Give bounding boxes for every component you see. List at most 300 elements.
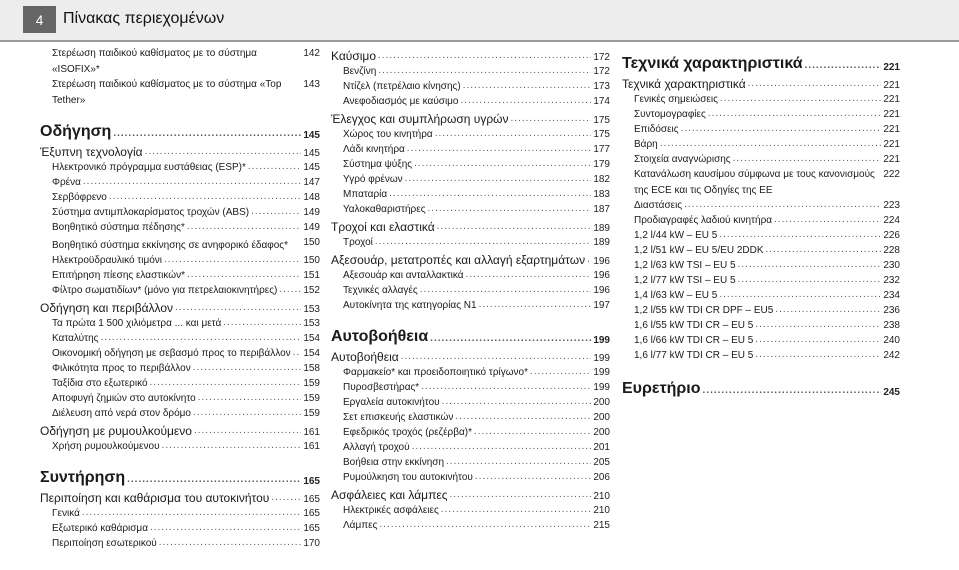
toc-page-number: 149 bbox=[303, 207, 320, 218]
toc-entry[interactable] bbox=[40, 254, 320, 267]
toc-entry[interactable] bbox=[622, 304, 900, 317]
dot-leader bbox=[223, 318, 301, 330]
toc-entry[interactable] bbox=[331, 456, 610, 469]
toc-page-number: 165 bbox=[303, 476, 320, 487]
toc-page-number: 238 bbox=[883, 320, 900, 331]
toc-entry-title: Πυροσβεστήρας* bbox=[343, 382, 420, 393]
toc-entry[interactable] bbox=[331, 504, 610, 517]
toc-entry-title: Επιδόσεις bbox=[634, 124, 679, 135]
dot-leader bbox=[428, 204, 592, 216]
toc-section[interactable] bbox=[331, 488, 610, 502]
toc-entry-title: 1,6 l/55 kW TDI CR – EU 5 bbox=[634, 320, 754, 331]
dot-leader bbox=[193, 408, 301, 420]
dot-leader bbox=[193, 363, 302, 375]
dot-leader bbox=[463, 81, 592, 93]
toc-page-number: 189 bbox=[593, 223, 610, 234]
toc-entry[interactable] bbox=[331, 411, 610, 424]
dot-leader bbox=[719, 230, 881, 242]
toc-entry[interactable] bbox=[622, 289, 900, 302]
toc-entry[interactable] bbox=[331, 366, 610, 379]
toc-entry-title: Διέλευση από νερά στον δρόμο bbox=[52, 408, 191, 419]
toc-section[interactable] bbox=[40, 424, 320, 438]
dot-leader bbox=[401, 352, 592, 364]
toc-page-number: 200 bbox=[593, 427, 610, 438]
toc-entry-title: Σετ επισκευής ελαστικών bbox=[343, 412, 454, 423]
dot-leader bbox=[461, 96, 592, 108]
toc-page-number: 232 bbox=[883, 275, 900, 286]
toc-entry-title: Έξυπνη τεχνολογία bbox=[40, 145, 143, 159]
toc-entry[interactable] bbox=[40, 236, 320, 252]
toc-entry-title: Βάρη bbox=[634, 139, 658, 150]
toc-page-number: 142 bbox=[303, 48, 320, 59]
toc-entry[interactable] bbox=[40, 377, 320, 390]
toc-page-number: 182 bbox=[593, 174, 610, 185]
toc-page-number: 165 bbox=[303, 494, 320, 505]
toc-entry[interactable] bbox=[622, 138, 900, 151]
toc-entry-title: Τεχνικά χαρακτηριστικά bbox=[622, 77, 746, 91]
toc-entry-title: Ταξίδια στο εξωτερικό bbox=[52, 378, 148, 389]
toc-entry-title: Αυτοκίνητα της κατηγορίας N1 bbox=[343, 300, 477, 311]
toc-page-number: 205 bbox=[593, 457, 610, 468]
toc-page-number: 242 bbox=[883, 350, 900, 361]
toc-entry[interactable] bbox=[622, 349, 900, 362]
toc-entry-title: Λάδι κινητήρα bbox=[343, 144, 405, 155]
toc-entry-title: Φιλικότητα προς το περιβάλλον bbox=[52, 363, 191, 374]
toc-page-number: 197 bbox=[593, 300, 610, 311]
toc-entry[interactable] bbox=[331, 426, 610, 439]
toc-page-number: 221 bbox=[883, 109, 900, 120]
dot-leader bbox=[587, 255, 591, 267]
toc-entry[interactable] bbox=[622, 334, 900, 347]
toc-entry-title: Γενικά bbox=[52, 508, 80, 519]
dot-leader bbox=[150, 523, 301, 535]
toc-page-number: 199 bbox=[593, 353, 610, 364]
dot-leader bbox=[466, 270, 592, 282]
toc-page-number: 201 bbox=[593, 442, 610, 453]
toc-page-number: 224 bbox=[883, 215, 900, 226]
dot-leader bbox=[407, 144, 592, 156]
toc-entry[interactable] bbox=[40, 206, 320, 219]
toc-entry[interactable] bbox=[40, 507, 320, 520]
toc-entry[interactable] bbox=[331, 128, 610, 141]
toc-entry-title: Περιποίηση και καθάρισμα του αυτοκινήτου bbox=[40, 491, 270, 505]
toc-entry[interactable] bbox=[40, 537, 320, 550]
toc-entry-title: Λάμπες bbox=[343, 520, 378, 531]
toc-chapter[interactable] bbox=[40, 123, 320, 141]
dot-leader bbox=[162, 441, 302, 453]
dot-leader bbox=[82, 508, 301, 520]
toc-page-number: 206 bbox=[593, 472, 610, 483]
toc-entry-title: Χώρος του κινητήρα bbox=[343, 129, 433, 140]
dot-leader bbox=[248, 162, 301, 174]
toc-entry-title: Αυτοβοήθεια bbox=[331, 350, 399, 364]
dot-leader bbox=[421, 382, 591, 394]
toc-page-number: 152 bbox=[303, 285, 320, 296]
toc-entry-title: Τροχοί και ελαστικά bbox=[331, 220, 435, 234]
toc-entry[interactable] bbox=[40, 221, 320, 234]
toc-entry[interactable] bbox=[40, 440, 320, 453]
dot-leader bbox=[660, 139, 882, 151]
toc-page-number: 147 bbox=[303, 177, 320, 188]
dot-leader bbox=[738, 260, 882, 272]
toc-entry[interactable] bbox=[40, 407, 320, 420]
toc-page-number: 143 bbox=[303, 79, 320, 90]
toc-page-number: 148 bbox=[303, 192, 320, 203]
dot-leader bbox=[389, 189, 591, 201]
toc-entry[interactable] bbox=[331, 173, 610, 186]
toc-entry[interactable] bbox=[40, 332, 320, 345]
toc-page-number: 149 bbox=[303, 222, 320, 233]
dot-leader bbox=[379, 520, 591, 532]
dot-leader bbox=[412, 442, 592, 454]
toc-page-number: 175 bbox=[593, 115, 610, 126]
toc-section[interactable] bbox=[331, 220, 610, 234]
toc-page-number: 179 bbox=[593, 159, 610, 170]
dot-leader bbox=[279, 285, 301, 297]
dot-leader bbox=[175, 303, 301, 315]
dot-leader bbox=[449, 490, 591, 502]
toc-page-number: 177 bbox=[593, 144, 610, 155]
toc-entry-title: 1,6 l/66 kW TDI CR – EU 5 bbox=[634, 335, 754, 346]
toc-page-number: 187 bbox=[593, 204, 610, 215]
toc-entry-title: Οδήγηση bbox=[40, 123, 112, 140]
toc-page-number: 221 bbox=[883, 80, 900, 91]
toc-entry[interactable] bbox=[40, 47, 320, 76]
toc-page-number: 200 bbox=[593, 397, 610, 408]
toc-page-number: 150 bbox=[303, 255, 320, 266]
dot-leader bbox=[437, 222, 592, 234]
toc-section[interactable] bbox=[40, 491, 320, 505]
dot-leader bbox=[100, 333, 301, 345]
toc-page-number: 159 bbox=[303, 378, 320, 389]
toc-entry-title: Βενζίνη bbox=[343, 66, 377, 77]
dot-leader bbox=[293, 348, 302, 360]
toc-entry-title: Αλλαγή τροχού bbox=[343, 442, 410, 453]
toc-page-number: 210 bbox=[593, 505, 610, 516]
toc-page-number: 173 bbox=[593, 81, 610, 92]
toc-page-number: 145 bbox=[303, 162, 320, 173]
toc-entry-title: 1,2 l/63 kW TSI – EU 5 bbox=[634, 260, 736, 271]
toc-entry-title: Γενικές σημειώσεις bbox=[634, 94, 718, 105]
toc-entry-title: Αποφυγή ζημιών στο αυτοκίνητο bbox=[52, 393, 196, 404]
dot-leader bbox=[530, 367, 591, 379]
toc-entry-title: Διαστάσεις bbox=[634, 200, 683, 211]
toc-entry[interactable] bbox=[331, 65, 610, 78]
toc-entry[interactable] bbox=[331, 396, 610, 409]
toc-page-number: 175 bbox=[593, 129, 610, 140]
toc-entry[interactable] bbox=[331, 80, 610, 93]
dot-leader bbox=[719, 290, 881, 302]
toc-page-number: 200 bbox=[593, 412, 610, 423]
dot-leader bbox=[405, 174, 592, 186]
toc-entry[interactable] bbox=[622, 93, 900, 106]
dot-leader bbox=[474, 427, 591, 439]
toc-entry[interactable] bbox=[40, 161, 320, 174]
toc-page-number: 165 bbox=[303, 523, 320, 534]
toc-entry[interactable] bbox=[40, 522, 320, 535]
toc-entry-title: Σύστημα αντιμπλοκαρίσματος τροχών (ABS) bbox=[52, 207, 250, 218]
toc-page-number: 199 bbox=[593, 335, 610, 346]
dot-leader bbox=[733, 154, 882, 166]
toc-chapter[interactable] bbox=[622, 380, 900, 398]
toc-page-number: 221 bbox=[883, 139, 900, 150]
toc-entry-title: Εργαλεία αυτοκινήτου bbox=[343, 397, 440, 408]
dot-leader bbox=[378, 66, 591, 78]
dot-leader bbox=[187, 270, 301, 282]
toc-entry[interactable] bbox=[331, 471, 610, 484]
toc-entry-title: Φίλτρο σωματιδίων* (μόνο για πετρελαιοκινητήρες) bbox=[52, 285, 278, 296]
toc-entry-title: Μπαταρία bbox=[343, 189, 388, 200]
toc-chapter[interactable] bbox=[622, 55, 900, 73]
toc-section[interactable] bbox=[331, 49, 610, 63]
dot-leader bbox=[755, 320, 881, 332]
toc-entry[interactable] bbox=[331, 95, 610, 108]
toc-entry-title: Προδιαγραφές λαδιού κινητήρα bbox=[634, 215, 773, 226]
toc-entry[interactable] bbox=[622, 274, 900, 287]
toc-entry[interactable] bbox=[40, 284, 320, 297]
toc-page-number: 196 bbox=[593, 256, 610, 267]
toc-entry-title: Χρήση ρυμουλκούμενου bbox=[52, 441, 160, 452]
dot-leader bbox=[703, 386, 882, 398]
toc-entry[interactable] bbox=[622, 229, 900, 242]
dot-leader bbox=[708, 109, 882, 121]
toc-page-number: 150 bbox=[303, 237, 320, 248]
toc-page-number: 230 bbox=[883, 260, 900, 271]
toc-page-number: 145 bbox=[303, 130, 320, 141]
toc-page-number: 153 bbox=[303, 304, 320, 315]
toc-page-number: 145 bbox=[303, 148, 320, 159]
toc-entry-title: Οικονομική οδήγηση με σεβασμό προς το περιβάλλον bbox=[52, 348, 291, 359]
toc-entry[interactable] bbox=[622, 259, 900, 272]
toc-entry-title: Ευρετήριο bbox=[622, 380, 701, 397]
dot-leader bbox=[441, 505, 592, 517]
toc-entry-title: Ηλεκτρονικό πρόγραμμα ευστάθειας (ESP)* bbox=[52, 162, 246, 173]
toc-entry[interactable] bbox=[622, 168, 900, 197]
dot-leader bbox=[446, 457, 591, 469]
dot-leader bbox=[748, 79, 882, 91]
toc-entry-title: 1,2 l/55 kW TDI CR DPF – EU5 bbox=[634, 305, 774, 316]
toc-page-number: 199 bbox=[593, 382, 610, 393]
toc-chapter[interactable] bbox=[40, 469, 320, 487]
dot-leader bbox=[805, 61, 882, 73]
toc-page-number: 221 bbox=[883, 94, 900, 105]
dot-leader bbox=[720, 94, 881, 106]
toc-section[interactable] bbox=[331, 112, 610, 126]
toc-entry-title: Συντήρηση bbox=[40, 469, 126, 486]
toc-entry[interactable] bbox=[331, 299, 610, 312]
toc-entry-title: Φρένα bbox=[52, 177, 81, 188]
toc-entry[interactable] bbox=[331, 381, 610, 394]
dot-leader bbox=[442, 397, 592, 409]
toc-entry-title: 1,2 l/51 kW – EU 5/EU 2DDK bbox=[634, 245, 764, 256]
dot-leader bbox=[775, 305, 881, 317]
toc-entry-title: 1,6 l/77 kW TDI CR – EU 5 bbox=[634, 350, 754, 361]
toc-entry-title: Στερέωση παιδικού καθίσματος με το σύστημα «Top Tether» bbox=[52, 79, 282, 106]
toc-entry[interactable] bbox=[331, 236, 610, 249]
toc-entry[interactable] bbox=[622, 319, 900, 332]
toc-entry[interactable] bbox=[40, 176, 320, 189]
toc-entry[interactable] bbox=[40, 191, 320, 204]
toc-entry-title: 1,2 l/77 kW TSI – EU 5 bbox=[634, 275, 736, 286]
toc-entry-title: Τα πρώτα 1 500 χιλιόμετρα ... και μετά bbox=[52, 318, 222, 329]
toc-entry-title: Σύστημα ψύξης bbox=[343, 159, 413, 170]
toc-section[interactable] bbox=[40, 145, 320, 159]
toc-entry-title: Βοήθεια στην εκκίνηση bbox=[343, 457, 445, 468]
toc-chapter[interactable] bbox=[331, 328, 610, 346]
toc-entry-title: Έλεγχος και συμπλήρωση υγρών bbox=[331, 112, 509, 126]
dot-leader bbox=[164, 255, 301, 267]
dot-leader bbox=[420, 285, 592, 297]
dot-leader bbox=[475, 472, 591, 484]
dot-leader bbox=[755, 350, 881, 362]
toc-entry[interactable] bbox=[331, 269, 610, 282]
toc-entry-title: Βοηθητικό σύστημα εκκίνησης σε ανηφορικό έδαφος* bbox=[52, 240, 289, 251]
toc-entry-title: Καταλύτης bbox=[52, 333, 99, 344]
page-number: 4 bbox=[23, 6, 56, 33]
toc-entry[interactable] bbox=[622, 244, 900, 257]
toc-entry[interactable] bbox=[331, 143, 610, 156]
toc-page-number: 165 bbox=[303, 508, 320, 519]
toc-entry[interactable] bbox=[622, 153, 900, 166]
toc-page-number: 151 bbox=[303, 270, 320, 281]
toc-entry[interactable] bbox=[622, 199, 900, 212]
toc-entry[interactable] bbox=[331, 284, 610, 297]
toc-section[interactable] bbox=[622, 77, 900, 91]
dot-leader bbox=[414, 159, 591, 171]
toc-page-number: 183 bbox=[593, 189, 610, 200]
toc-entry[interactable] bbox=[622, 108, 900, 121]
toc-column-1 bbox=[40, 45, 320, 550]
toc-page-number: 154 bbox=[303, 333, 320, 344]
toc-entry[interactable] bbox=[40, 269, 320, 282]
toc-page-number: 159 bbox=[303, 393, 320, 404]
toc-entry[interactable] bbox=[40, 362, 320, 375]
page-title: Πίνακας περιεχομένων bbox=[63, 10, 225, 27]
toc-entry-title: Εξωτερικό καθάρισμα bbox=[52, 523, 148, 534]
toc-page-number: 221 bbox=[883, 62, 900, 73]
dot-leader bbox=[435, 129, 592, 141]
toc-page-number: 174 bbox=[593, 96, 610, 107]
toc-entry-title: Βοηθητικό σύστημα πέδησης* bbox=[52, 222, 185, 233]
toc-entry[interactable] bbox=[40, 392, 320, 405]
toc-entry[interactable] bbox=[331, 158, 610, 171]
dot-leader bbox=[755, 335, 881, 347]
toc-section[interactable] bbox=[331, 350, 610, 364]
toc-page-number: 223 bbox=[883, 200, 900, 211]
toc-page-number: 196 bbox=[593, 285, 610, 296]
toc-entry[interactable] bbox=[40, 347, 320, 360]
toc-page-number: 189 bbox=[593, 237, 610, 248]
toc-entry-title: Αξεσουάρ και ανταλλακτικά bbox=[343, 270, 464, 281]
toc-entry-title: Ρυμούλκηση του αυτοκινήτου bbox=[343, 472, 473, 483]
toc-page-number: 240 bbox=[883, 335, 900, 346]
dot-leader bbox=[455, 412, 591, 424]
page-header bbox=[0, 0, 959, 42]
toc-page-number: 245 bbox=[883, 387, 900, 398]
toc-page-number: 236 bbox=[883, 305, 900, 316]
toc-entry-title: Συντομογραφίες bbox=[634, 109, 706, 120]
dot-leader bbox=[738, 275, 882, 287]
toc-entry-title: Στοιχεία αναγνώρισης bbox=[634, 154, 731, 165]
dot-leader bbox=[127, 475, 301, 487]
dot-leader bbox=[766, 245, 882, 257]
toc-section[interactable] bbox=[40, 301, 320, 315]
toc-entry[interactable] bbox=[40, 78, 320, 107]
toc-page-number: 172 bbox=[593, 52, 610, 63]
toc-entry-title: Σερβόφρενο bbox=[52, 192, 107, 203]
toc-entry-title: Τεχνικές αλλαγές bbox=[343, 285, 418, 296]
toc-page-number: 159 bbox=[303, 408, 320, 419]
toc-page-number: 172 bbox=[593, 66, 610, 77]
dot-leader bbox=[187, 222, 301, 234]
toc-page-number: 215 bbox=[593, 520, 610, 531]
toc-page-number: 222 bbox=[883, 169, 900, 180]
toc-entry-title: Επιτήρηση πίεσης ελαστικών* bbox=[52, 270, 185, 281]
toc-page-number: 199 bbox=[593, 367, 610, 378]
toc-entry-title: Οδήγηση και περιβάλλον bbox=[40, 301, 174, 315]
toc-entry-title: Περιποίηση εσωτερικού bbox=[52, 538, 157, 549]
dot-leader bbox=[109, 192, 301, 204]
dot-leader bbox=[511, 114, 592, 126]
dot-leader bbox=[145, 147, 302, 159]
dot-leader bbox=[774, 215, 881, 227]
toc-page-number: 158 bbox=[303, 363, 320, 374]
toc-page-number: 153 bbox=[303, 318, 320, 329]
toc-entry[interactable] bbox=[622, 123, 900, 136]
toc-page-number: 221 bbox=[883, 124, 900, 135]
dot-leader bbox=[150, 378, 302, 390]
dot-leader bbox=[83, 177, 301, 189]
toc-entry-title: Κατανάλωση καυσίμου σύμφωνα με τους κανονισμούς της ECE και τις Οδηγίες της EE bbox=[634, 169, 875, 196]
toc-entry[interactable] bbox=[331, 203, 610, 216]
toc-entry[interactable] bbox=[331, 441, 610, 454]
dot-leader bbox=[681, 124, 882, 136]
toc-page-number: 228 bbox=[883, 245, 900, 256]
toc-entry[interactable] bbox=[622, 214, 900, 227]
toc-entry-title: 1,2 l/44 kW – EU 5 bbox=[634, 230, 718, 241]
toc-entry-title: Οδήγηση με ρυμουλκούμενο bbox=[40, 424, 192, 438]
toc-column-2 bbox=[331, 45, 610, 532]
toc-entry-title: Αυτοβοήθεια bbox=[331, 328, 429, 345]
toc-entry-title: Εφεδρικός τροχός (ρεζέρβα)* bbox=[343, 427, 472, 438]
dot-leader bbox=[113, 129, 301, 141]
toc-entry-title: Φαρμακείο* και προειδοποιητικό τρίγωνο* bbox=[343, 367, 528, 378]
toc-entry-title: Ντίζελ (πετρέλαιο κίνησης) bbox=[343, 81, 461, 92]
dot-leader bbox=[378, 51, 591, 63]
toc-column-3 bbox=[622, 45, 900, 398]
toc-page-number: 196 bbox=[593, 270, 610, 281]
toc-entry-title: 1,4 l/63 kW – EU 5 bbox=[634, 290, 718, 301]
toc-entry[interactable] bbox=[331, 519, 610, 532]
toc-entry-title: Τροχοί bbox=[343, 237, 373, 248]
toc-entry[interactable] bbox=[331, 188, 610, 201]
toc-entry-title: Ηλεκτροϋδραυλικό τιμόνι bbox=[52, 255, 163, 266]
dot-leader bbox=[684, 200, 881, 212]
toc-entry-title: Υαλοκαθαριστήρες bbox=[343, 204, 426, 215]
toc-page-number: 154 bbox=[303, 348, 320, 359]
toc-page-number: 170 bbox=[303, 538, 320, 549]
dot-leader bbox=[251, 207, 301, 219]
dot-leader bbox=[375, 237, 591, 249]
toc-entry[interactable] bbox=[40, 317, 320, 330]
toc-entry-title: Τεχνικά χαρακτηριστικά bbox=[622, 55, 803, 72]
toc-entry-title: Καύσιμο bbox=[331, 49, 377, 63]
toc-section[interactable] bbox=[331, 253, 610, 267]
toc-entry-title: Ηλεκτρικές ασφάλειες bbox=[343, 505, 439, 516]
toc-entry-title: Αξεσουάρ, μετατροπές και αλλαγή εξαρτημάτων bbox=[331, 253, 586, 267]
toc-page-number: 234 bbox=[883, 290, 900, 301]
dot-leader bbox=[271, 493, 301, 505]
